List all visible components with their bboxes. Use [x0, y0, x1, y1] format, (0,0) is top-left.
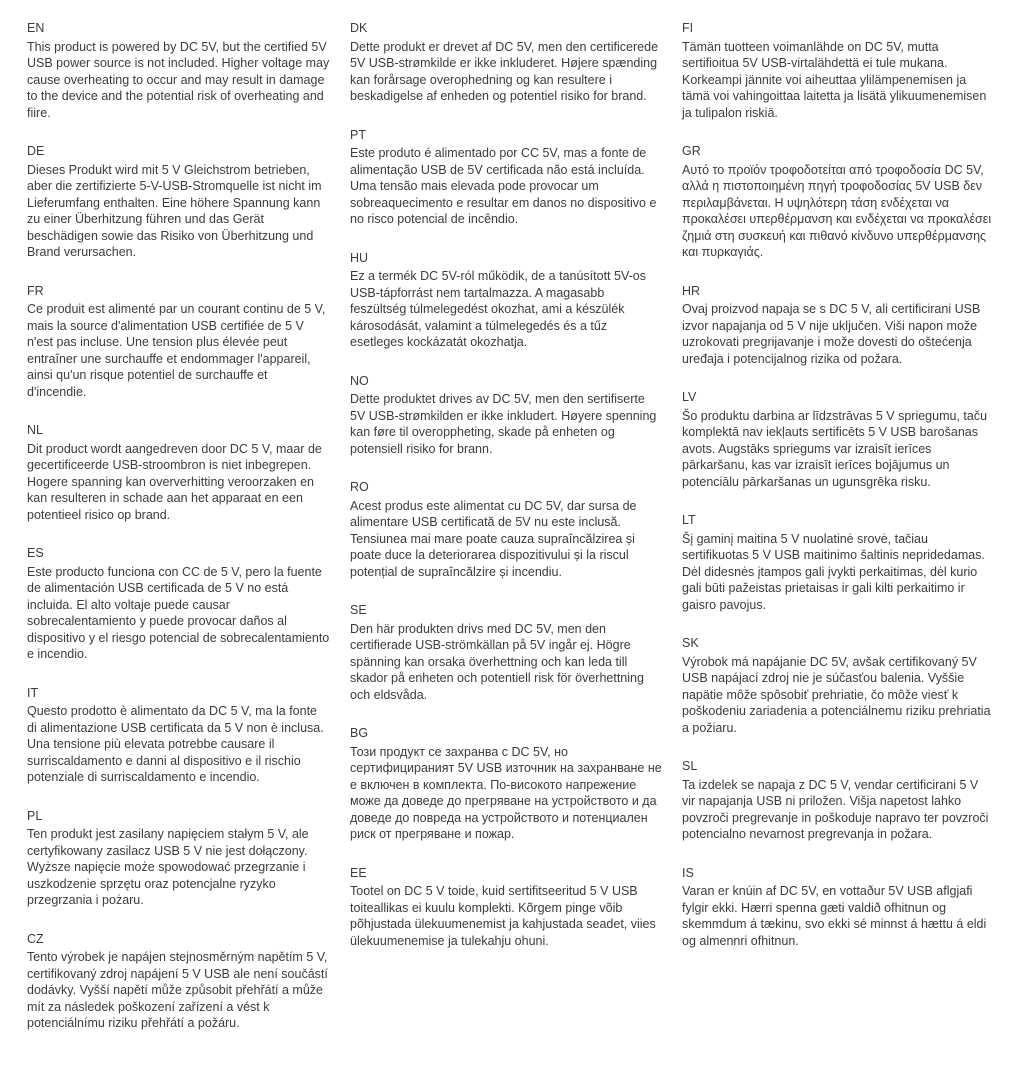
warning-text: Este producto funciona con CC de 5 V, pero la fuente de alimentación USB certificada de 5 V no está incluida. El alto voltaje puede causar sobrecalentamiento y puede provocar daños al dispositivo y el riesgo potencial de sobrecalentamiento e incendio. — [27, 564, 330, 661]
language-code: FR — [27, 283, 44, 298]
warning-text: Този продукт се захранва с DC 5V, но сертифицираният 5V USB източник на захранване не е включен в комплекта. По-високото напрежение може да доведе до прегряване на устройството и да доведе до повреда на устройството и потенциален риск от прегряване и пожар. — [350, 744, 662, 841]
warning-text: Varan er knúin af DC 5V, en vottaður 5V USB aflgjafi fylgir ekki. Hærri spenna gæti valdið ofhitnun og skemmdum á tækinu, svo ekki sé minnst á hættu á eldi og almennri ofhitnun. — [682, 884, 987, 948]
language-code: CZ — [27, 931, 44, 946]
language-code: NL — [27, 423, 43, 437]
warning-text: Ta izdelek se napaja z DC 5 V, vendar certificirani 5 V vir napajanja USB ni priložen. Višja napetost lahko povzroči pregrevanje in poškoduje napravo ter povzroči potencialno nevarnost pregrevanja in požara. — [682, 777, 989, 841]
warning-text: Tämän tuotteen voimanlähde on DC 5V, mutta sertifioitua 5V USB-virtalähdettä ei tule mukana. Korkeampi jännite voi aiheuttaa ylilämpenemisen ja tämä voi vahingoittaa laitetta ja lisätä ylikuumenemisen ja tulipalon riskiä. — [682, 39, 987, 120]
language-section-nl — [27, 422, 330, 523]
warning-text: Výrobok má napájanie DC 5V, avšak certifikovaný 5V USB napájací zdroj nie je súčasťou balenia. Vyššie napätie môže spôsobiť prehriatie, čo môže viesť k poškodeniu zariadenia a potenciálnemu riziku prehriatia a požiaru. — [682, 654, 991, 735]
language-code: ES — [27, 546, 44, 560]
warning-text: Dette produktet drives av DC 5V, men den sertifiserte 5V USB-strømkilden er ikke inkludert. Høyere spenning kan føre til overoppheting, skade på enheten og potensiell risiko for brann. — [350, 392, 657, 456]
language-code: IS — [682, 865, 694, 880]
language-section-es — [27, 545, 330, 663]
warning-text: Ez a termék DC 5V-ról működik, de a tanúsított 5V-os USB-tápforrást nem tartalmazza. A magasabb feszültség túlmelegedést okozhat, ami a készülék károsodását, valamint a túlmelegedés és a tűz esetleges kockázatát okozhatja. — [350, 269, 646, 349]
language-section-ro — [350, 479, 662, 580]
warning-text: Questo prodotto è alimentato da DC 5 V, ma la fonte di alimentazione USB certificata da 5 V non è inclusa. Una tensione più elevata potrebbe causare il surriscaldamento e danni al dispositivo e il rischio potenziale di surriscaldamento e incendio. — [27, 704, 324, 784]
language-section-hu — [350, 250, 662, 351]
language-section-en — [27, 20, 330, 121]
language-code: BG — [350, 726, 369, 740]
language-section-is — [682, 865, 992, 950]
language-section-fi — [682, 20, 992, 121]
language-section-de — [27, 143, 330, 261]
language-section-sk — [682, 635, 992, 736]
warning-column-1 — [27, 20, 330, 1054]
language-code: EN — [27, 21, 45, 35]
language-code: EE — [350, 865, 367, 880]
language-section-lv — [682, 389, 992, 490]
language-code: PT — [350, 127, 366, 142]
language-code: SE — [350, 603, 367, 617]
language-section-pt — [350, 127, 662, 228]
warning-text: Ovaj proizvod napaja se s DC 5 V, ali certificirani USB izvor napajanja od 5 V nije uključen. Viši napon može uzrokovati pregrijavanje i može dovesti do oštećenja uređaja i potencijalnog rizika od požara. — [682, 302, 981, 366]
language-section-no — [350, 373, 662, 458]
language-section-cz — [27, 931, 330, 1032]
warning-text: Ten produkt jest zasilany napięciem stałym 5 V, ale certyfikowany zasilacz USB 5 V nie jest dołączony. Wyższe napięcie może spowodować przegrzanie i uszkodzenie sprzętu oraz potencjalne ryzyko przegrzania i pożaru. — [27, 827, 309, 907]
language-code: GR — [682, 144, 701, 158]
warning-text: Dette produkt er drevet af DC 5V, men den certificerede 5V USB-strømkilde er ikke inkluderet. Højere spænding kan forårsage overophedning og kan resultere i beskadigelse af enheden og potentiel risiko for brand. — [350, 39, 659, 103]
language-code: FI — [682, 21, 694, 35]
language-code: DK — [350, 21, 368, 35]
language-section-dk — [350, 20, 662, 105]
language-section-se — [350, 602, 662, 703]
language-code: HR — [682, 283, 701, 298]
warning-text: Tootel on DC 5 V toide, kuid sertifitseeritud 5 V USB toiteallikas ei kuulu komplekti. Kõrgem pinge võib põhjustada ülekuumenemist ja kahjustada seadet, viies ülekuumenemise ja tulekahju ohuni. — [350, 884, 656, 948]
warning-column-3 — [682, 20, 992, 1054]
language-code: SL — [682, 759, 698, 773]
language-code: NO — [350, 373, 369, 388]
warning-text: Dit product wordt aangedreven door DC 5 V, maar de gecertificeerde USB-stroombron is niet inbegrepen. Hogere spanning kan oververhitting veroorzaken en kan resulteren in schade aan het apparaat en een potentieel risico op brand. — [27, 441, 322, 522]
warning-text: Dieses Produkt wird mit 5 V Gleichstrom betrieben, aber die zertifizierte 5-V-USB-Stromquelle ist nicht im Lieferumfang enthalten. Eine höhere Spannung kann zu einer Überhitzung führen und das Gerät beschädigen sowie das Risiko von Überhitzung und Brand verursachen. — [27, 162, 322, 259]
language-code: HU — [350, 250, 369, 265]
language-section-ee — [350, 865, 662, 950]
warning-text: Šo produktu darbina ar līdzstrāvas 5 V spriegumu, taču komplektā nav iekļauts sertificēts 5 V USB barošanas avots. Augstāks spriegums var izraisīt ierīces pārkaršanu, kas var izraisīt ierīces bojājumus un potenciālu pārkaršanas un ugunsgrēka risku. — [682, 408, 988, 489]
language-section-pl — [27, 808, 330, 909]
language-section-hr — [682, 283, 992, 368]
language-section-lt — [682, 512, 992, 613]
language-section-gr — [682, 143, 992, 261]
language-code: PL — [27, 808, 43, 823]
warning-text: Αυτό το προϊόν τροφοδοτείται από τροφοδοσία DC 5V, αλλά η πιστοποιημένη πηγή τροφοδοσίας 5V USB δεν περιλαμβάνεται. Η υψηλότερη τάση ενδέχεται να προκαλέσει υπερθέρμανση και ενδέχεται να προκαλέσει ζημιά στη συσκευή και πιθανό κίνδυνο υπερθέρμανσης και πυρκαγιάς. — [682, 162, 992, 259]
warning-text: Acest produs este alimentat cu DC 5V, dar sursa de alimentare USB certificată de 5V nu este inclusă. Tensiunea mai mare poate cauza supraîncălzirea și poate duce la deteriorarea dispozitivului și la riscul potențial de supraîncălzire și incendiu. — [350, 498, 637, 579]
language-code: IT — [27, 685, 39, 700]
language-section-bg — [350, 725, 662, 843]
warning-text: Šį gaminį maitina 5 V nuolatinė srovė, tačiau sertifikuotas 5 V USB maitinimo šaltinis nepridedamas. Dėl didesnės įtampos gali įvykti perkaitimas, dėl kurio gali būti pažeistas prietaisas ir gali kilti perkaitimo ir gaisro pavojus. — [682, 531, 985, 612]
language-code: RO — [350, 480, 369, 494]
language-section-sl — [682, 758, 992, 843]
warning-text: Tento výrobek je napájen stejnosměrným napětím 5 V, certifikovaný zdroj napájení 5 V USB ale není součástí dodávky. Vyšší napětí může způsobit přehřátí a může mít za následek poškození zařízení a vést k potenciálnímu riziku přehřátí a požáru. — [27, 950, 328, 1030]
language-section-it — [27, 685, 330, 786]
language-section-fr — [27, 283, 330, 401]
warning-text: Este produto é alimentado por CC 5V, mas a fonte de alimentação USB de 5V certificada não está incluída. Uma tensão mais elevada pode provocar um sobreaquecimento e resultar em danos no dispositivo e no risco potencial de incêndio. — [350, 146, 657, 226]
warning-text: Ce produit est alimenté par un courant continu de 5 V, mais la source d'alimentation USB certifiée de 5 V n'est pas incluse. Une tension plus élevée peut entraîner une surchauffe et endommager l'appareil, ainsi qu'un risque potentiel de surchauffe et d'incendie. — [27, 302, 326, 399]
language-code: LT — [682, 513, 696, 527]
warning-column-2 — [350, 20, 662, 1054]
warning-text: Den här produkten drivs med DC 5V, men den certifierade USB-strömkällan på 5V ingår ej. Högre spänning kan orsaka överhettning och kan leda till skador på enheten och potentiell risk för överhettning och eldsvåda. — [350, 621, 644, 702]
language-code: DE — [27, 144, 45, 158]
warning-text: This product is powered by DC 5V, but the certified 5V USB power source is not included. Higher voltage may cause overheating to occur and may result in damage to the device and the potential risk of overheating and fiire. — [27, 39, 330, 120]
language-code: SK — [682, 636, 699, 650]
language-code: LV — [682, 390, 697, 404]
